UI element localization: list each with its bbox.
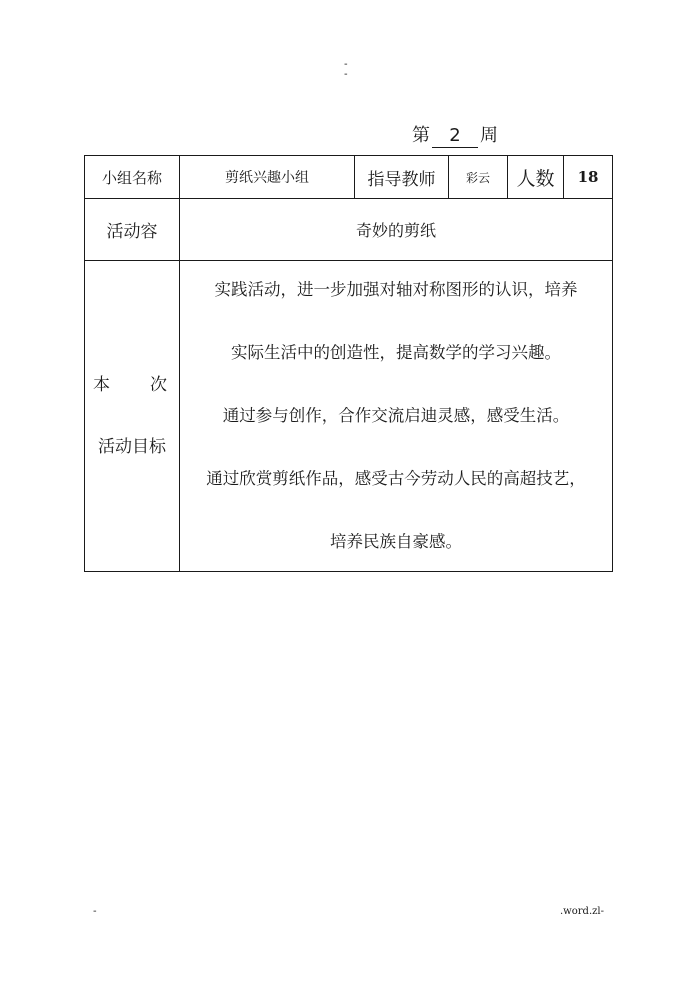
- goal-line: 通过参与创作，合作交流启迪灵感，感受生活。: [222, 406, 570, 425]
- goals-text: [180, 261, 613, 572]
- goal-line: 实践活动，进一步加强对轴对称图形的认识，培养: [214, 280, 578, 299]
- content-value: 奇妙的剪纸: [180, 199, 613, 261]
- table-row-header: [85, 156, 613, 199]
- goals-label: [85, 261, 180, 572]
- week-indicator: [412, 124, 498, 148]
- activity-table: [84, 155, 613, 572]
- footer-left-mark: -: [93, 906, 97, 917]
- goals-label-b: 次: [150, 375, 167, 395]
- group-name-value: 剪纸兴趣小组: [180, 156, 355, 199]
- goal-line: 培养民族自豪感。: [330, 532, 462, 551]
- group-name-label: 小组名称: [85, 156, 180, 199]
- week-suffix: 周: [480, 125, 498, 146]
- week-prefix: 第: [412, 125, 430, 146]
- teacher-label: 指导教师: [355, 156, 449, 199]
- teacher-value: 彩云: [449, 156, 508, 199]
- footer-right-text: .word.zl-: [560, 906, 604, 917]
- goal-line: 实际生活中的创造性，提高数学的学习兴趣。: [231, 343, 561, 362]
- count-label: 人数: [508, 156, 564, 199]
- table-row-content: [85, 199, 613, 261]
- header-mark-bottom: -: [344, 69, 348, 80]
- goals-label-line2: 活动目标: [98, 437, 166, 457]
- table-row-goals: [85, 261, 613, 572]
- count-value: 18: [564, 156, 613, 199]
- goal-line: 通过欣赏剪纸作品，感受古今劳动人民的高超技艺，: [206, 469, 586, 488]
- content-label: 活动容: [85, 199, 180, 261]
- header-mark-top: -: [344, 59, 348, 70]
- goals-label-a: 本: [93, 375, 110, 395]
- week-number: 2: [432, 125, 478, 148]
